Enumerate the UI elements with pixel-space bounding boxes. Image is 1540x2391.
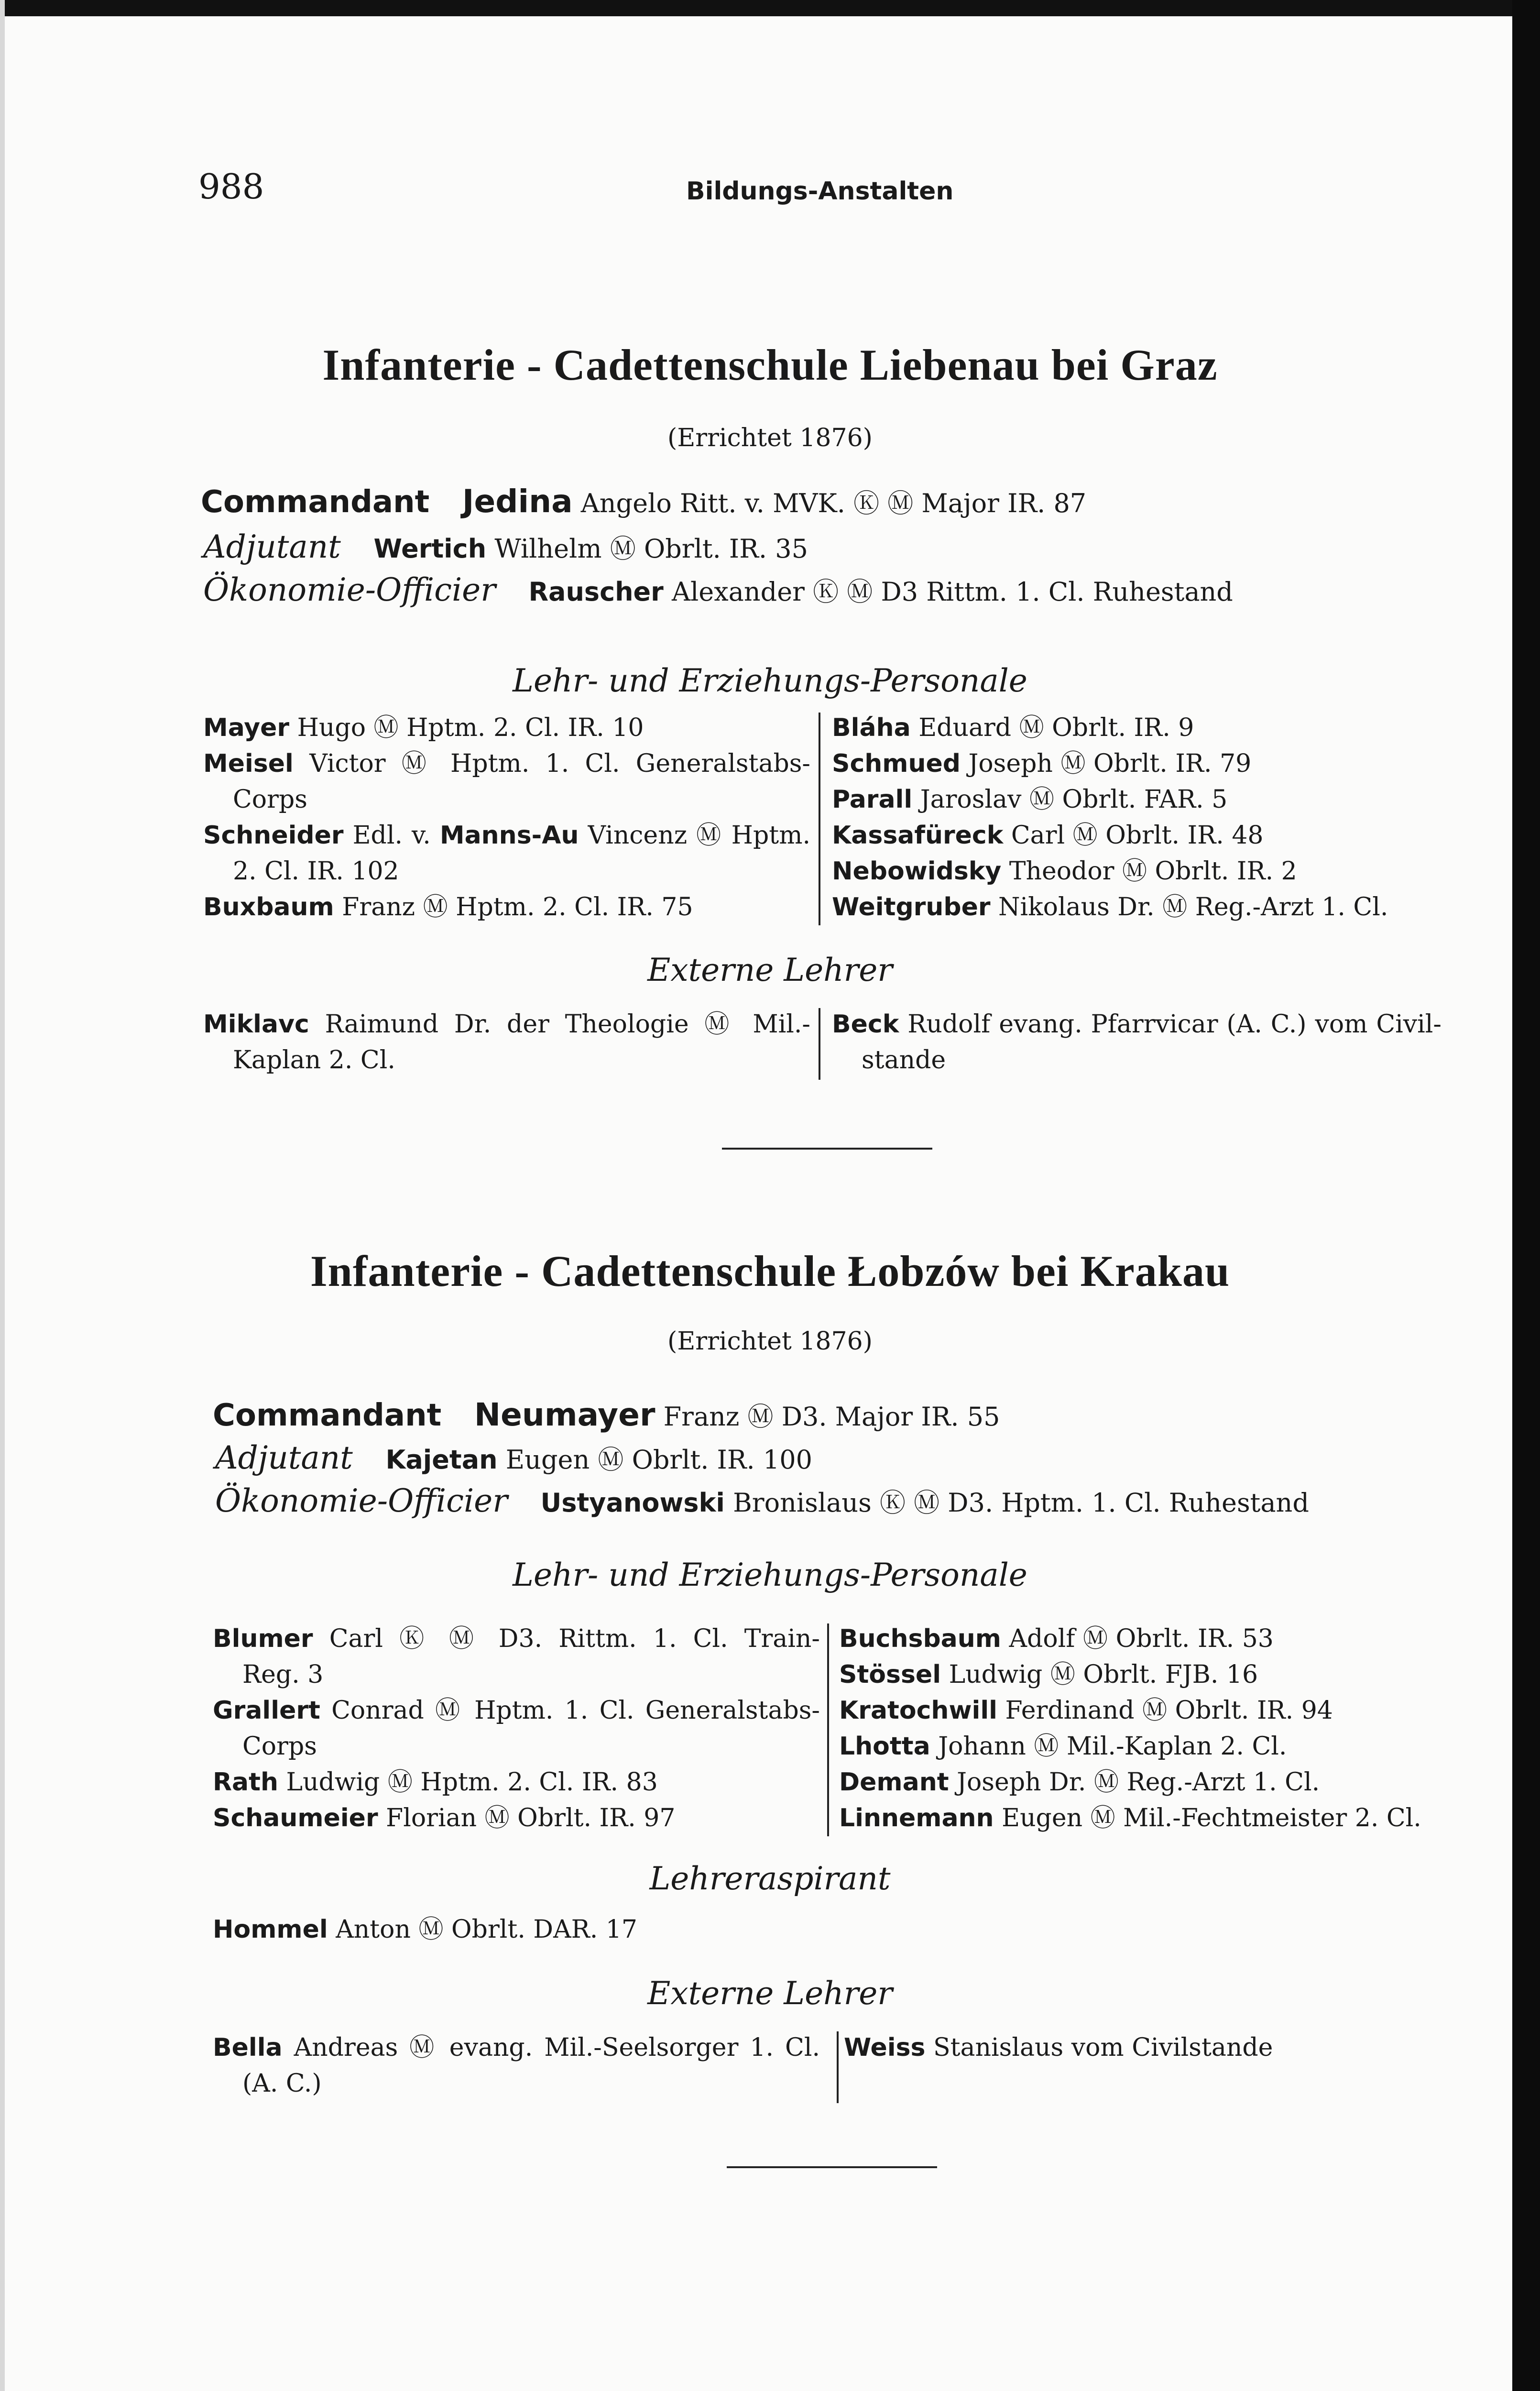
list-item [213,1621,820,1657]
staff-left-column [203,710,810,925]
external-heading: Externe Lehrer [647,952,893,988]
external-left-column [213,2030,820,2102]
list-item [832,889,1434,925]
staff-name: Manns-Au [439,821,579,850]
staff-details: Joseph Ⓜ Obrlt. IR. 79 [968,749,1252,778]
staff-name: Meisel [203,749,294,778]
staff-name: Bella [213,2033,283,2062]
staff-name: Hommel [213,1915,328,1944]
staff-name: Weitgruber [832,893,991,921]
officer-role: Adjutant [215,1439,353,1476]
list-item [213,1912,834,1948]
officer-details: Eugen Ⓜ Obrlt. IR. 100 [505,1445,812,1475]
list-item [213,2030,820,2066]
officer-name: Wertich [373,534,487,564]
staff-details: Andreas Ⓜ evang. Mil.-Seelsorger 1. Cl. [294,2033,820,2062]
list-item [213,1800,820,1836]
list-item [213,1765,820,1800]
officer-adjutant [215,1439,812,1476]
list-item [844,2030,1437,2066]
staff-details: Jaroslav Ⓜ Obrlt. FAR. 5 [920,785,1228,814]
list-item [203,710,810,746]
list-item-continuation: (A. C.) [242,2069,322,2098]
list-item-continuation: 2. Cl. IR. 102 [233,857,399,886]
staff-details: Hugo Ⓜ Hptm. 2. Cl. IR. 10 [297,713,644,742]
staff-details: Ferdinand Ⓜ Obrlt. IR. 94 [1005,1696,1333,1725]
school-title: Infanterie - Cadettenschule Liebenau bei Graz [322,340,1218,389]
staff-name: Weiss [844,2033,926,2062]
staff-details: Theodor Ⓜ Obrlt. IR. 2 [1009,857,1297,886]
staff-heading: Lehr- und Erziehungs-Personale [513,662,1027,699]
staff-name: Linnemann [839,1804,994,1832]
column-divider [827,1623,829,1836]
list-item-continuation: Corps [233,785,307,814]
list-item [832,782,1434,818]
external-right-column [832,1007,1442,1078]
list-item [839,1621,1444,1657]
list-item [839,1765,1444,1800]
staff-details: Victor Ⓜ Hptm. 1. Cl. Generalstabs- [309,749,810,778]
list-item-continuation: Reg. 3 [242,1660,324,1689]
list-item [832,854,1434,889]
list-item [832,1007,1442,1042]
staff-details: Franz Ⓜ Hptm. 2. Cl. IR. 75 [342,893,693,921]
officer-economy [215,1482,1309,1519]
officer-commandant [213,1396,1000,1433]
staff-details: Joseph Dr. Ⓜ Reg.-Arzt 1. Cl. [957,1768,1320,1797]
officer-role: Ökonomie-Officier [215,1482,508,1519]
staff-details: Edl. v. [352,821,431,850]
list-item [832,710,1434,746]
officer-role: Ökonomie-Officier [203,571,496,608]
list-item [839,1693,1444,1729]
list-item [839,1729,1444,1765]
officer-details: Franz Ⓜ D3. Major IR. 55 [663,1402,1000,1432]
staff-details: Ludwig Ⓜ Hptm. 2. Cl. IR. 83 [286,1768,658,1797]
established-note: (Errichtet 1876) [667,1327,873,1356]
staff-left-column [213,1621,820,1836]
list-item [203,889,810,925]
list-item [203,746,810,782]
officer-name: Rauscher [528,577,664,607]
column-divider [837,2031,839,2103]
list-item-continuation: Corps [242,1732,317,1761]
column-divider [819,713,820,925]
officer-role: Commandant [201,484,430,520]
staff-name: Kratochwill [839,1696,997,1725]
scan-border-top [0,0,1540,16]
external-right-column [844,2030,1437,2066]
staff-details: Carl Ⓜ Obrlt. IR. 48 [1011,821,1264,850]
staff-details: Carl Ⓚ Ⓜ D3. Rittm. 1. Cl. Train- [329,1624,820,1653]
staff-details: Florian Ⓜ Obrlt. IR. 97 [386,1804,676,1832]
list-item [832,746,1434,782]
aspirant-heading: Lehreraspirant [649,1860,891,1897]
staff-details: Conrad Ⓜ Hptm. 1. Cl. Generalstabs- [331,1696,820,1725]
officer-details: Angelo Ritt. v. MVK. Ⓚ Ⓜ Major IR. 87 [580,488,1087,518]
staff-name: Miklavc [203,1010,309,1039]
list-item [203,818,810,854]
staff-name: Buxbaum [203,893,334,921]
staff-details: Eugen Ⓜ Mil.-Fechtmeister 2. Cl. [1002,1804,1421,1832]
list-item [832,818,1434,854]
list-item-continuation: stande [862,1046,946,1075]
staff-name: Rath [213,1768,279,1797]
staff-name: Schaumeier [213,1804,378,1832]
officer-role: Adjutant [203,528,341,565]
list-item [203,1007,810,1042]
school-title: Infanterie - Cadettenschule Łobzów bei Krakau [310,1247,1230,1295]
officer-details: Wilhelm Ⓜ Obrlt. IR. 35 [494,534,808,564]
officer-name: Kajetan [385,1445,498,1475]
external-heading: Externe Lehrer [647,1975,893,2012]
staff-heading: Lehr- und Erziehungs-Personale [513,1557,1027,1593]
staff-name: Beck [832,1010,899,1039]
staff-details: Rudolf evang. Pfarrvicar (A. C.) vom Civil- [907,1010,1442,1039]
section-divider [727,2166,937,2168]
staff-name: Blumer [213,1624,313,1653]
staff-name: Nebowidsky [832,857,1002,886]
staff-details: Stanislaus vom Civilstande [933,2033,1273,2062]
officer-name: Ustyanowski [540,1488,725,1518]
list-item [213,1693,820,1729]
officer-name: Jedina [462,483,573,520]
staff-details: Eduard Ⓜ Obrlt. IR. 9 [918,713,1194,742]
staff-details: Anton Ⓜ Obrlt. DAR. 17 [336,1915,638,1944]
staff-name: Stössel [839,1660,941,1689]
established-note: (Errichtet 1876) [667,424,873,452]
list-item [839,1657,1444,1693]
staff-name: Schmued [832,749,961,778]
staff-name: Buchsbaum [839,1624,1001,1653]
staff-details: Nikolaus Dr. Ⓜ Reg.-Arzt 1. Cl. [998,893,1388,921]
section-divider [722,1148,932,1150]
staff-details: Raimund Dr. der Theologie Ⓜ Mil.- [325,1010,810,1039]
page-number: 988 [198,166,264,207]
officer-details: Bronislaus Ⓚ Ⓜ D3. Hptm. 1. Cl. Ruhestand [733,1488,1309,1518]
staff-name: Parall [832,785,913,814]
list-item-continuation: Kaplan 2. Cl. [233,1046,395,1075]
officer-commandant [201,483,1086,520]
officer-name: Neumayer [474,1396,655,1433]
staff-details: Ludwig Ⓜ Obrlt. FJB. 16 [949,1660,1258,1689]
aspirant-entry [213,1912,834,1948]
officer-role: Commandant [213,1398,442,1433]
staff-name: Kassafüreck [832,821,1004,850]
staff-name: Demant [839,1768,949,1797]
staff-right-column [839,1621,1444,1836]
officer-economy [203,571,1233,608]
staff-name: Lhotta [839,1732,930,1761]
officer-details: Alexander Ⓚ Ⓜ D3 Rittm. 1. Cl. Ruhestand [671,577,1233,607]
staff-name: Mayer [203,713,290,742]
column-divider [819,1008,820,1080]
external-left-column [203,1007,810,1078]
staff-details: Vincenz Ⓜ Hptm. [588,821,811,850]
staff-right-column [832,710,1434,925]
staff-name: Grallert [213,1696,320,1725]
staff-details: Johann Ⓜ Mil.-Kaplan 2. Cl. [938,1732,1287,1761]
staff-name: Bláha [832,713,911,742]
list-item [839,1800,1444,1836]
staff-name: Schneider [203,821,344,850]
staff-details: Adolf Ⓜ Obrlt. IR. 53 [1009,1624,1274,1653]
officer-adjutant [203,528,808,565]
running-head: Bildungs-Anstalten [686,177,954,206]
